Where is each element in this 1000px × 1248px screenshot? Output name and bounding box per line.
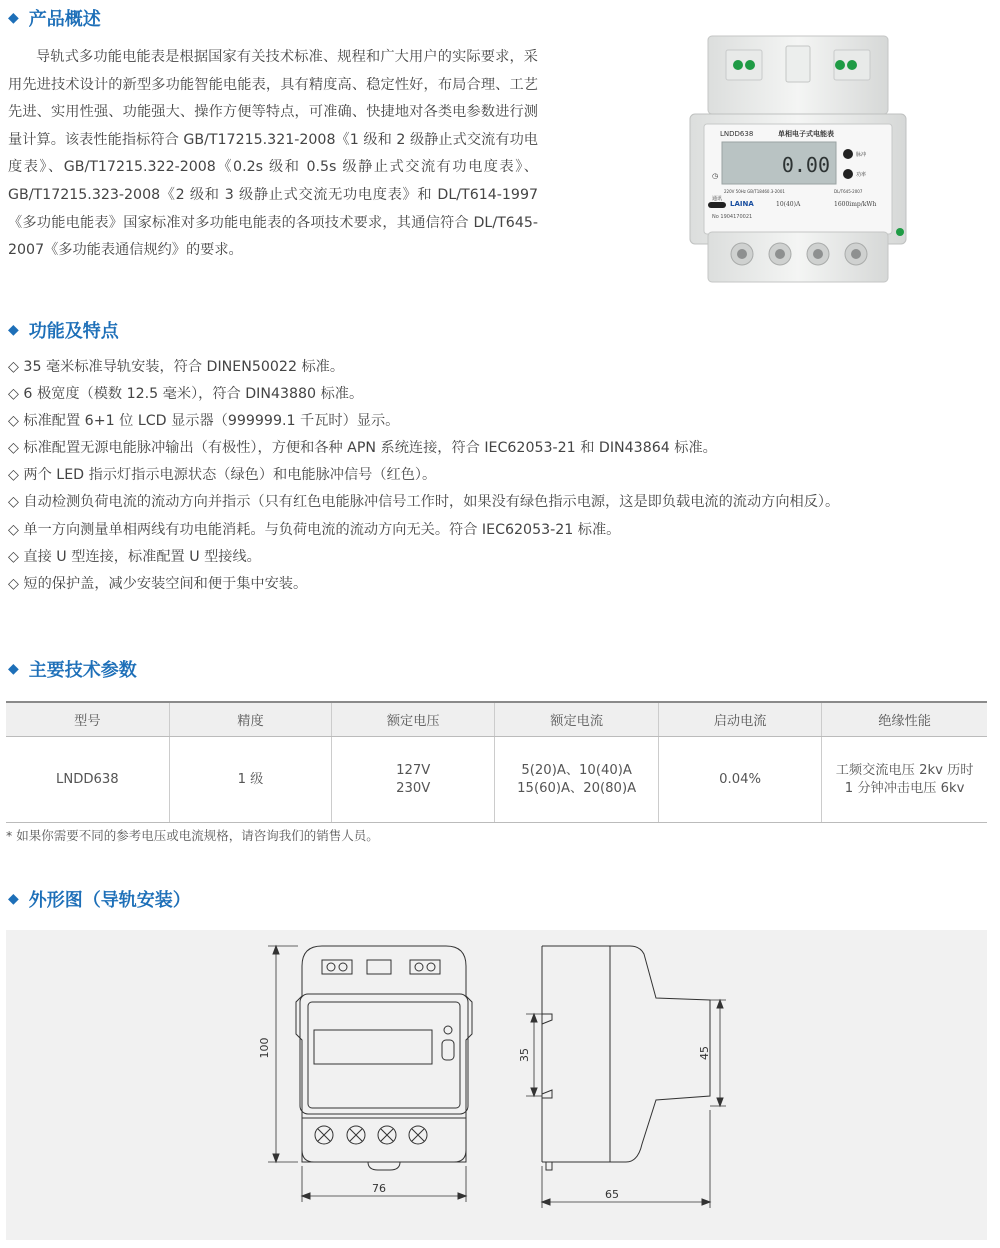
side-view <box>526 946 726 1208</box>
diamond-icon: ◆ <box>8 10 19 26</box>
photo-serial: No 1904170021 <box>712 214 753 220</box>
photo-model: LNDD638 <box>720 130 754 138</box>
photo-rating: 10(40)A <box>776 201 801 208</box>
col-start-current: 启动电流 <box>659 702 822 737</box>
feature-item: ◇ 两个 LED 指示灯指示电源状态（绿色）和电能脉冲信号（红色）。 <box>8 467 437 484</box>
photo-standard2: DL/T645-2007 <box>834 189 863 194</box>
feature-item: ◇ 35 毫米标准导轨安装，符合 DINEN50022 标准。 <box>8 359 345 375</box>
voltage-line: 127V <box>396 762 431 778</box>
cell-insulation <box>822 737 987 823</box>
insulation-line: 工频交流电压 2kv 历时 <box>835 762 974 778</box>
specs-table <box>6 701 987 823</box>
features-title: 功能及特点 <box>28 321 119 342</box>
current-line: 5(20)A、10(40)A <box>521 762 632 778</box>
diamond-icon: ◆ <box>8 891 19 907</box>
cell-model: LNDD638 <box>6 737 169 823</box>
feature-item: ◇ 标准配置 6+1 位 LCD 显示器（999999.1 千瓦时）显示。 <box>8 413 400 430</box>
col-accuracy: 精度 <box>169 702 332 737</box>
overview-heading <box>8 4 101 32</box>
drawing-heading <box>8 885 191 913</box>
features-heading <box>8 316 119 344</box>
feature-item: ◇ 自动检测负荷电流的流动方向并指示（只有红色电能脉冲信号工作时，如果没有绿色指示电源，这是即负载电流的流动方向相反）。 <box>8 494 840 511</box>
col-voltage: 额定电压 <box>332 702 495 737</box>
feature-item: ◇ 6 极宽度（模数 12.5 毫米），符合 DIN43880 标准。 <box>8 386 364 403</box>
col-model: 型号 <box>6 702 169 737</box>
table-header-row <box>6 702 987 737</box>
cell-start-current: 0.04% <box>659 737 822 823</box>
current-line: 15(60)A、20(80)A <box>517 780 637 796</box>
diamond-icon: ◆ <box>8 661 19 677</box>
photo-constant: 1600imp/kWh <box>834 201 877 208</box>
features-list <box>8 354 988 598</box>
clock-icon: ◷ <box>712 172 719 180</box>
voltage-line: 230V <box>396 780 431 796</box>
table-row <box>6 737 987 823</box>
footnote: * 如果你需要不同的参考电压或电流规格，请咨询我们的销售人员。 <box>6 828 379 843</box>
photo-display: 0.00 <box>781 153 830 177</box>
dim-front-height: 100 <box>258 1037 271 1059</box>
specs-heading <box>8 655 137 683</box>
insulation-line: 1 分钟冲击电压 6kv <box>844 780 965 796</box>
dim-side-height: 45 <box>698 1046 711 1060</box>
feature-item: ◇ 直接 U 型连接，标准配置 U 型接线。 <box>8 548 261 565</box>
feature-item: ◇ 短的保护盖，减少安装空间和便于集中安装。 <box>8 575 308 592</box>
meter-photo <box>686 32 910 284</box>
cell-current <box>495 737 659 823</box>
drawing-svg <box>6 930 987 1240</box>
cell-voltage <box>332 737 495 823</box>
specs-title: 主要技术参数 <box>28 660 137 681</box>
terminal-screws <box>315 1126 427 1144</box>
dimension-drawing <box>6 930 987 1240</box>
photo-power-label: 功率 <box>856 172 867 178</box>
photo-comm-label: 通讯 <box>712 196 723 202</box>
photo-brand: LAINA <box>730 200 754 208</box>
photo-pulse-label: 脉冲 <box>856 152 867 158</box>
feature-item: ◇ 标准配置无源电能脉冲输出（有极性），方便和各种 APN 系统连接，符合 IEC62053-21 和 DIN43864 标准。 <box>8 440 717 457</box>
front-view <box>268 946 472 1202</box>
photo-title: 单相电子式电能表 <box>778 130 834 138</box>
col-insulation: 绝缘性能 <box>822 702 987 737</box>
dim-side-depth: 65 <box>605 1188 619 1201</box>
drawing-title: 外形图（导轨安装） <box>28 890 191 911</box>
dim-side-rail: 35 <box>518 1048 531 1062</box>
intro-paragraph: 导轨式多功能电能表是根据国家有关技术标准、规程和广大用户的实际要求，采用先进技术设计的新型多功能智能电能表，具有精度高、稳定性好，布局合理、工艺先进、实用性强、功能强大、操作方便等特点，可准确、快捷地对各类电参数进行测量计算。该表性能指标符合 GB/T17215.321-2008《1 级和 2 级静止式交流有功电度表》、GB/T17215.322-2008《0.2s 级和 0.5s 级静止式交流有功电度表》、GB/T17215.323-2008《2 级和 3 级静止式交流无功电度表》和 DL/T614-1997《多功能电能表》国家标准对多功能电能表的各项技术要求，其通信符合 DL/T645-2007《多功能表通信规约》的要求。 <box>8 49 538 259</box>
feature-item: ◇ 单一方向测量单相两线有功电能消耗。与负荷电流的流动方向无关。符合 IEC62053-21 标准。 <box>8 521 621 538</box>
overview-title: 产品概述 <box>28 9 101 30</box>
col-current: 额定电流 <box>495 702 659 737</box>
diamond-icon: ◆ <box>8 322 19 338</box>
cell-accuracy: 1 级 <box>169 737 332 823</box>
photo-standard1: 220V 50Hz GB/T18460.3-2001 <box>724 189 785 194</box>
dim-front-width: 76 <box>372 1182 386 1195</box>
